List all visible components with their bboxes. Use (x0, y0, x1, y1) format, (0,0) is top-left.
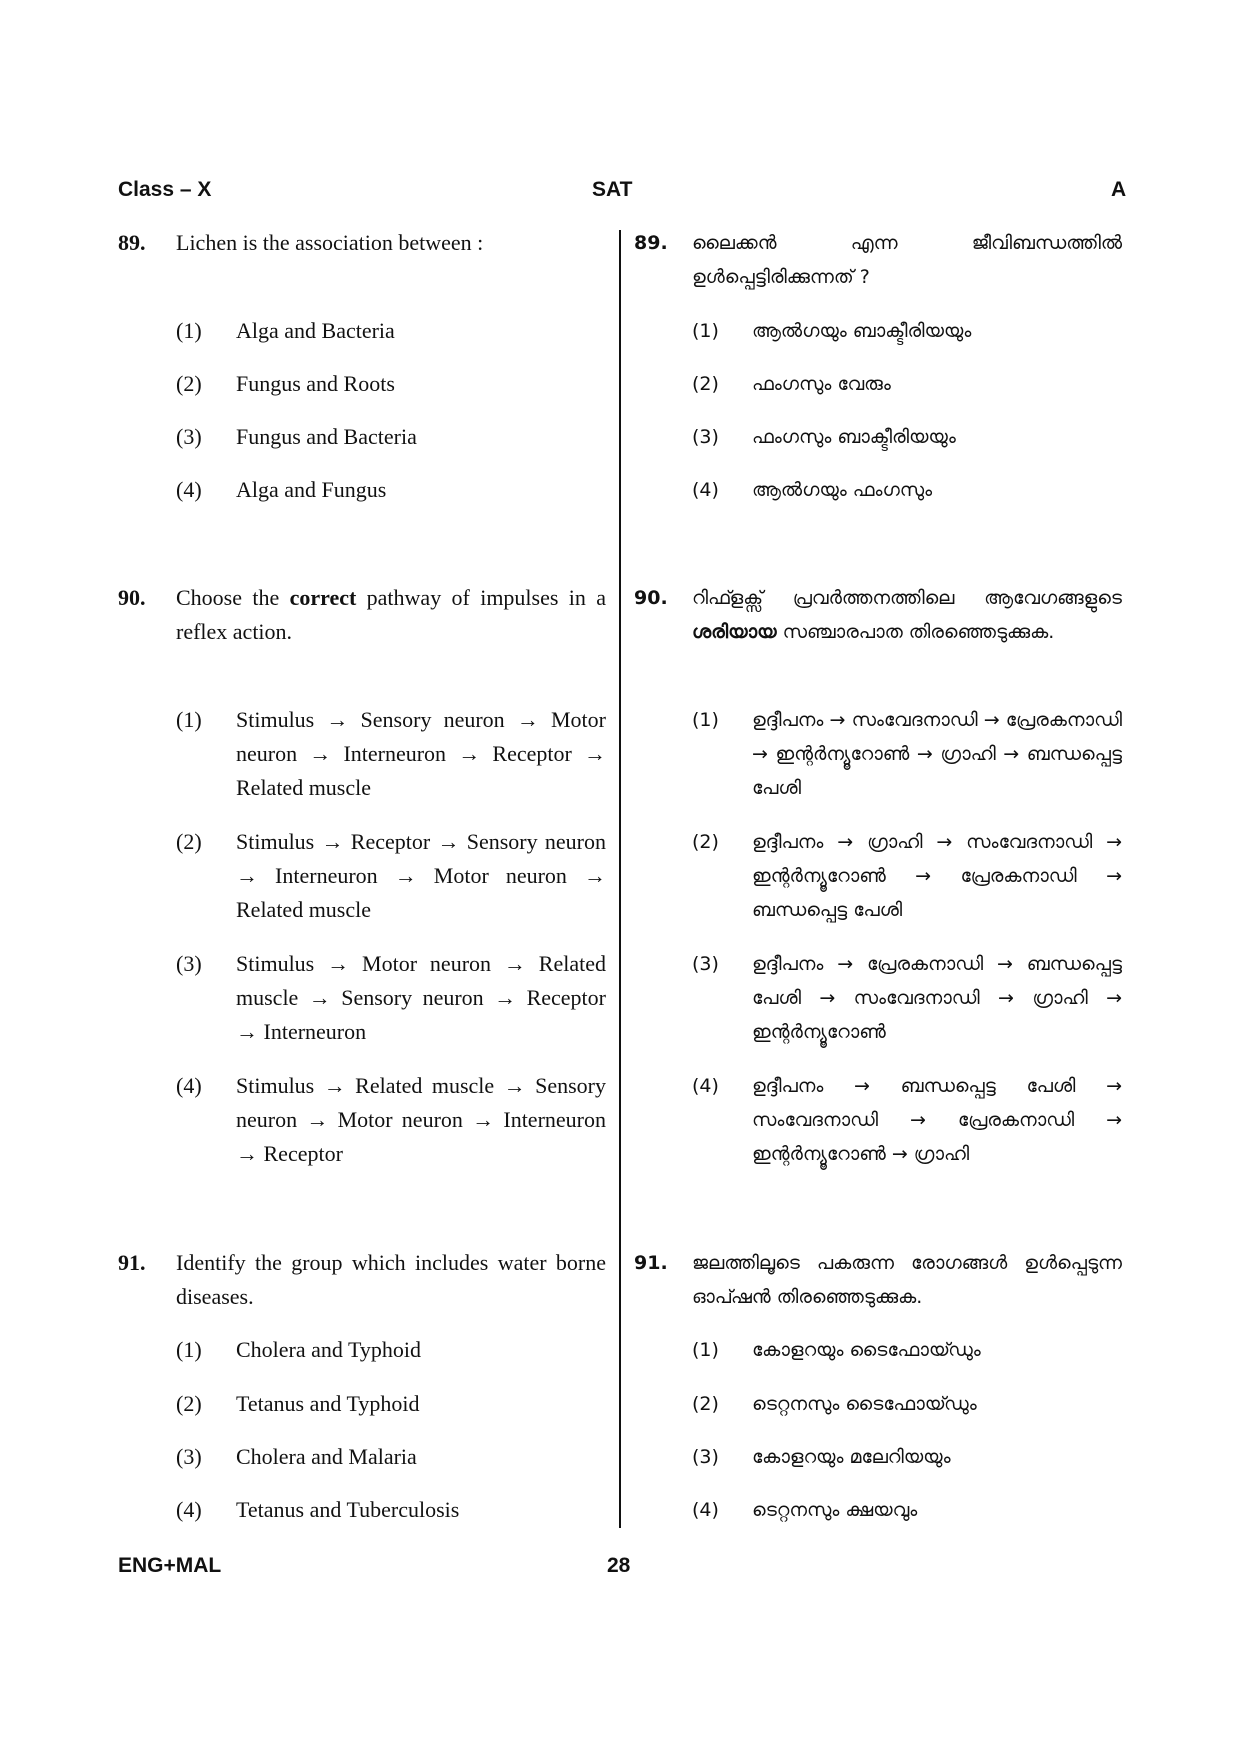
option-number: (3) (176, 424, 202, 449)
option-text: ഫംഗസും ബാക്ടീരിയയും (752, 426, 956, 448)
option-text: Fungus and Roots (236, 371, 395, 396)
option-number: (1) (692, 709, 719, 731)
option-text: കോളറയും മലേറിയയും (752, 1446, 951, 1468)
option-number: (2) (692, 831, 719, 853)
option-text: ഫംഗസും വേരും (752, 373, 891, 395)
option-number: (2) (692, 373, 719, 395)
option-number: (3) (692, 1446, 719, 1468)
question-number: 91. (634, 1252, 668, 1274)
question-number: 90. (634, 587, 668, 609)
question-number: 90. (118, 585, 146, 610)
header-exam: SAT (592, 178, 633, 201)
option-number: (1) (176, 707, 202, 732)
option-number: (2) (176, 829, 202, 854)
option-number: (4) (176, 477, 202, 502)
option-number: (1) (692, 1339, 719, 1361)
option-text: Tetanus and Tuberculosis (236, 1497, 460, 1522)
option-text: ആൽഗയും ഫംഗസും (752, 479, 933, 501)
emphasis-correct: ശരിയായ (692, 621, 777, 643)
question-stem: റിഫ്ളക്സ് പ്രവർത്തനത്തിലെ ആവേഗങ്ങളുടെ ശരിയായ സഞ്ചാരപാത തിരഞ്ഞെടുക്കുക. (692, 587, 1122, 643)
option-number: (1) (692, 320, 719, 342)
option-text: ഉദ്ദീപനം → സംവേദനാഡി → പ്രേരകനാഡി → ഇന്റർന്യൂറോൺ → ഗ്രാഹി → ബന്ധപ്പെട്ട പേശി (752, 709, 1122, 799)
question-number: 89. (118, 230, 146, 255)
option-text: Alga and Bacteria (236, 318, 395, 343)
option-number: (2) (692, 1393, 719, 1415)
option-text: ഉദ്ദീപനം → ഗ്രാഹി → സംവേദനാഡി → ഇന്റർന്യൂറോൺ → പ്രേരകനാഡി → ബന്ധപ്പെട്ട പേശി (752, 831, 1122, 921)
option-number: (4) (692, 479, 719, 501)
header-class: Class – X (118, 178, 212, 201)
option-text: ടെറ്റനസും ക്ഷയവും (752, 1499, 918, 1521)
option-text: Stimulus → Sensory neuron → Motor neuron → Interneuron → Receptor → Related muscle (236, 707, 606, 800)
option-text: Tetanus and Typhoid (236, 1391, 420, 1416)
option-number: (1) (176, 1337, 202, 1362)
page-number: 28 (607, 1554, 631, 1577)
header-version: A (1111, 178, 1127, 201)
question-stem: Choose the correct pathway of impulses in a reflex action. (176, 585, 606, 644)
footer-language: ENG+MAL (118, 1554, 222, 1577)
option-number: (1) (176, 318, 202, 343)
option-number: (2) (176, 1391, 202, 1416)
option-number: (4) (176, 1497, 202, 1522)
option-text: കോളറയും ടൈഫോയ്ഡും (752, 1339, 981, 1361)
option-number: (4) (692, 1499, 719, 1521)
question-number: 89. (634, 232, 668, 254)
option-text: Cholera and Typhoid (236, 1337, 422, 1362)
option-number: (2) (176, 371, 202, 396)
option-number: (3) (692, 953, 719, 975)
option-text: Cholera and Malaria (236, 1444, 417, 1469)
emphasis-correct: correct (289, 585, 357, 610)
option-text: ടെറ്റനസും ടൈഫോയ്ഡും (752, 1393, 977, 1415)
question-stem: ജലത്തിലൂടെ പകരുന്ന രോഗങ്ങൾ ഉൾപ്പെടുന്ന ഓപ്ഷൻ തിരഞ്ഞെടുക്കുക. (692, 1252, 1122, 1308)
option-number: (4) (692, 1075, 719, 1097)
option-text: ആൽഗയും ബാക്ടീരിയയും (752, 320, 972, 342)
question-stem: Identify the group which includes water borne diseases. (176, 1250, 606, 1309)
column-divider (619, 230, 621, 1528)
option-text: ഉദ്ദീപനം → ബന്ധപ്പെട്ട പേശി → സംവേദനാഡി → പ്രേരകനാഡി → ഇന്റർന്യൂറോൺ → ഗ്രാഹി (752, 1075, 1122, 1165)
option-number: (3) (176, 951, 202, 976)
option-text: Stimulus → Motor neuron → Related muscle → Sensory neuron → Receptor → Interneuron (236, 951, 606, 1044)
option-text: Alga and Fungus (236, 477, 387, 502)
option-text: Fungus and Bacteria (236, 424, 417, 449)
option-number: (3) (176, 1444, 202, 1469)
option-number: (3) (692, 426, 719, 448)
option-number: (4) (176, 1073, 202, 1098)
question-number: 91. (118, 1250, 146, 1275)
option-text: Stimulus → Receptor → Sensory neuron → Interneuron → Motor neuron → Related muscle (236, 829, 606, 922)
option-text: ഉദ്ദീപനം → പ്രേരകനാഡി → ബന്ധപ്പെട്ട പേശി → സംവേദനാഡി → ഗ്രാഹി → ഇന്റർന്യൂറോൺ (752, 953, 1122, 1043)
question-stem: Lichen is the association between : (176, 230, 484, 255)
option-text: Stimulus → Related muscle → Sensory neuron → Motor neuron → Interneuron → Receptor (236, 1073, 606, 1166)
question-stem: ലൈക്കൻ എന്ന ജീവിബന്ധത്തിൽ ഉൾപ്പെട്ടിരിക്കുന്നത് ? (692, 232, 1122, 288)
